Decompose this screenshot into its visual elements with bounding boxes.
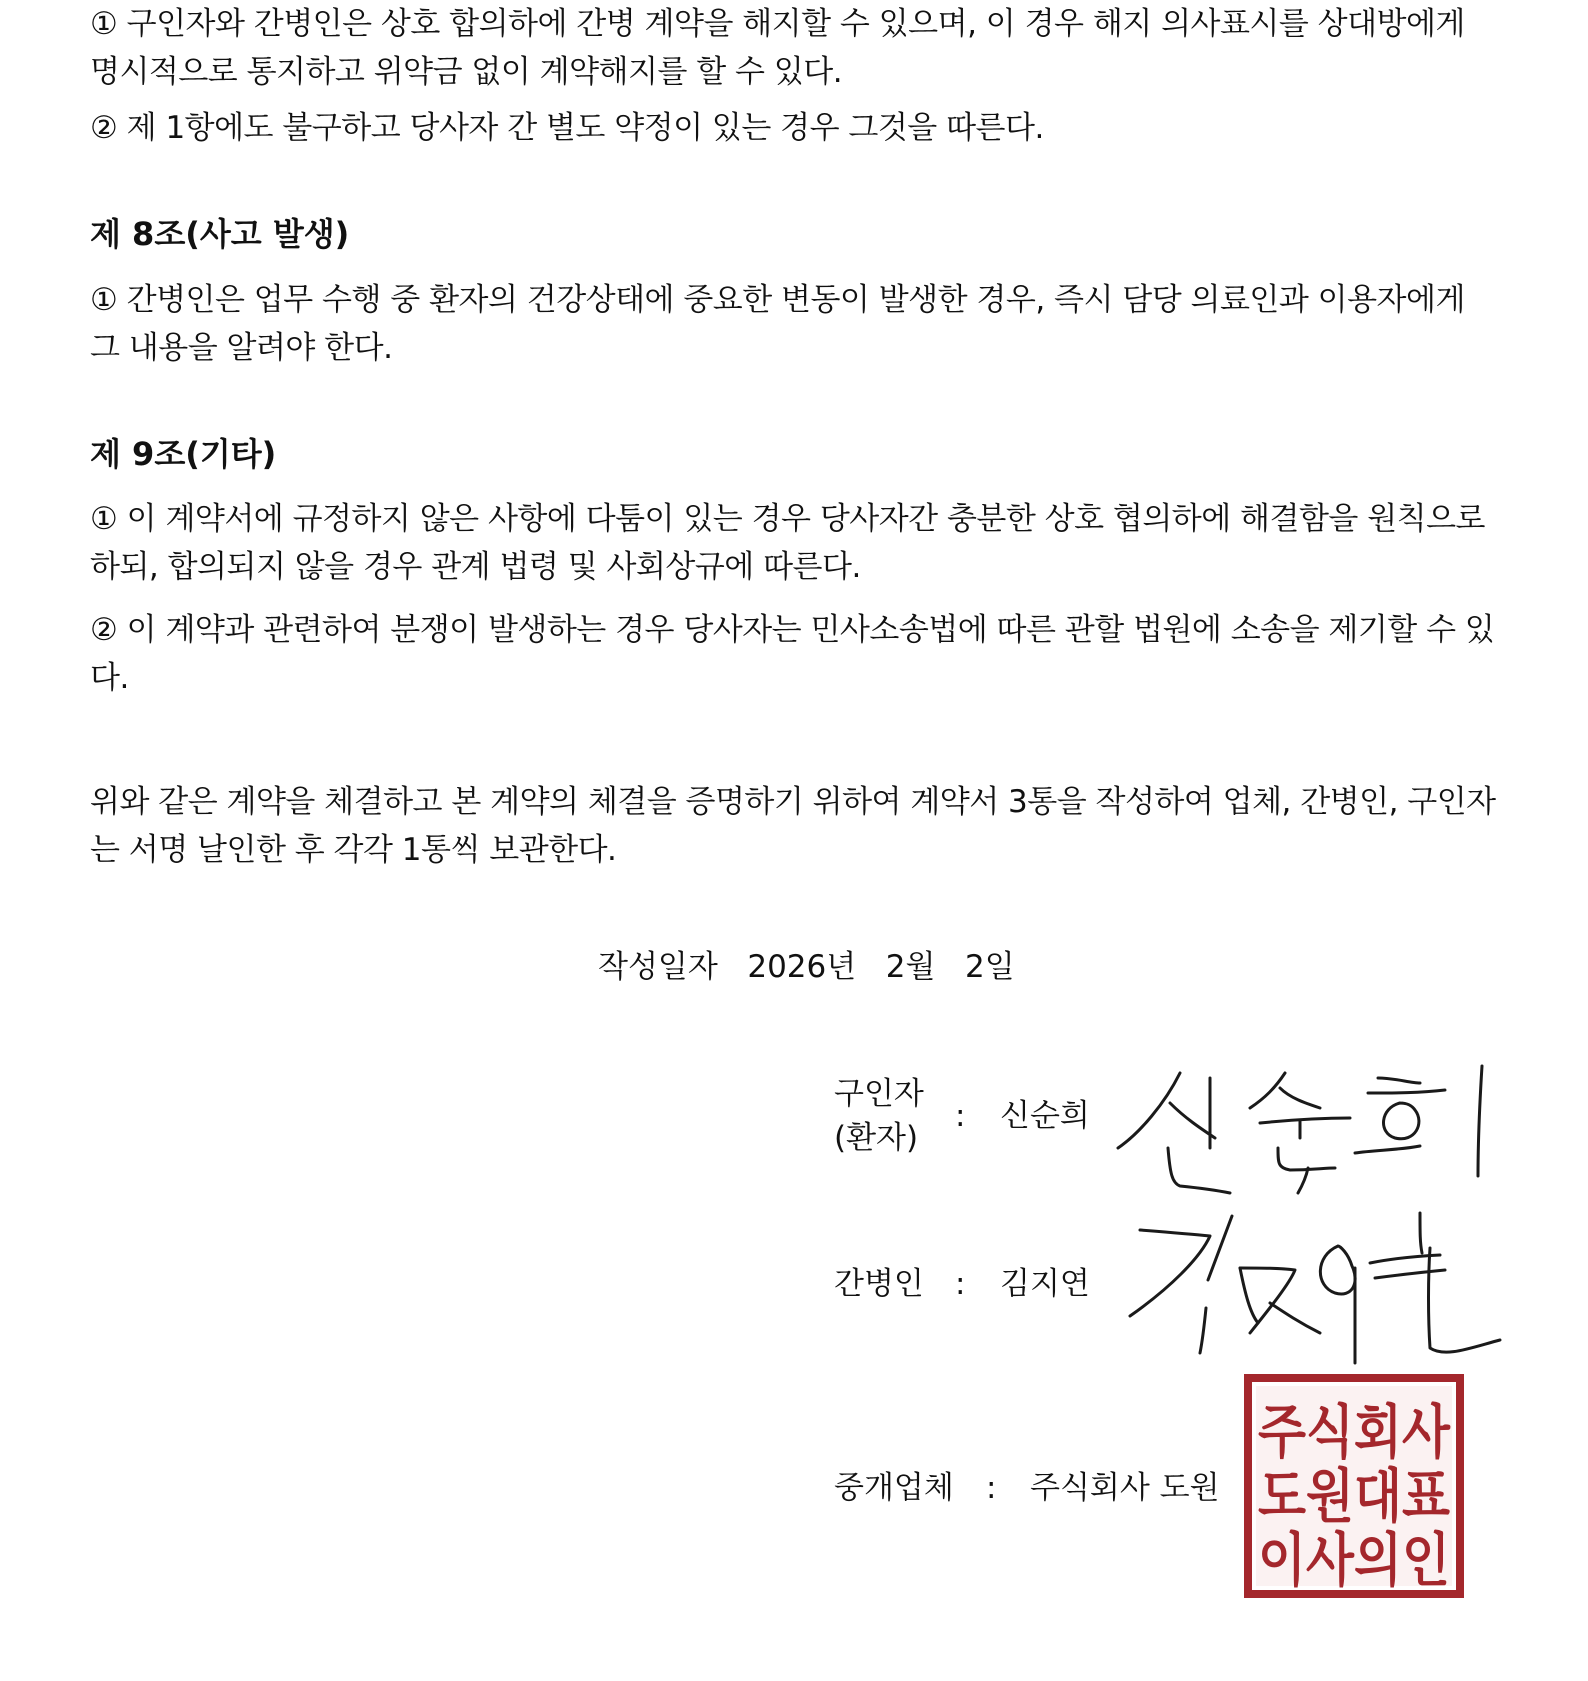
agency-name: 주식회사 도원 xyxy=(1030,1470,1220,1506)
article9-clause2: ② 이 계약과 관련하여 분쟁이 발생하는 경우 당사자는 민사소송법에 따른 관할 법원에 소송을 제기할 수 있다. xyxy=(90,612,1495,696)
agency-label: 중개업체 xyxy=(834,1470,954,1506)
seal-line-1: 주식회사 xyxy=(1258,1398,1451,1466)
date-label: 작성일자 xyxy=(598,949,718,985)
caregiver-signature xyxy=(1120,1208,1510,1368)
article7-clause1: ① 구인자와 간병인은 상호 합의하에 간병 계약을 해지할 수 있으며, 이 경우 해지 의사표시를 상대방에게 명시적으로 통지하고 위약금 없이 계약해지를 할 수 있다. xyxy=(90,6,1465,90)
article9-clause1: ① 이 계약서에 규정하지 않은 사항에 다툼이 있는 경우 당사자간 충분한 상호 협의하에 해결함을 원칙으로 하되, 합의되지 않을 경우 관계 법령 및 사회상규에 따른다. xyxy=(90,501,1485,585)
article9-title: 제 9조(기타) xyxy=(90,435,277,473)
company-seal xyxy=(1244,1374,1464,1598)
article8-title: 제 8조(사고 발생) xyxy=(90,215,350,253)
client-name: 신순희 xyxy=(1000,1098,1090,1134)
seal-line-2: 도원대표 xyxy=(1258,1462,1450,1530)
article8-clause1: ① 간병인은 업무 수행 중 환자의 건강상태에 중요한 변동이 발생한 경우, 즉시 담당 의료인과 이용자에게 그 내용을 알려야 한다. xyxy=(90,282,1465,366)
agency-colon: : xyxy=(986,1470,997,1506)
caregiver-name: 김지연 xyxy=(1000,1266,1090,1302)
client-signature xyxy=(1110,1048,1490,1208)
seal-line-3: 이사의인 xyxy=(1258,1526,1450,1594)
caregiver-colon: : xyxy=(955,1266,966,1302)
caregiver-label: 간병인 xyxy=(834,1266,924,1302)
client-label-line2: (환자) xyxy=(834,1120,919,1156)
date-line xyxy=(598,943,1015,991)
client-colon: : xyxy=(955,1098,966,1134)
client-label-line1: 구인자 xyxy=(834,1076,924,1112)
date-value: 2026년 2월 2일 xyxy=(747,949,1015,985)
closing-statement: 위와 같은 계약을 체결하고 본 계약의 체결을 증명하기 위하여 계약서 3통을 작성하여 업체, 간병인, 구인자는 서명 날인한 후 각각 1통씩 보관한다. xyxy=(90,784,1496,868)
article7-clause2: ② 제 1항에도 불구하고 당사자 간 별도 약정이 있는 경우 그것을 따른다. xyxy=(90,110,1044,146)
client-label xyxy=(834,1072,924,1160)
